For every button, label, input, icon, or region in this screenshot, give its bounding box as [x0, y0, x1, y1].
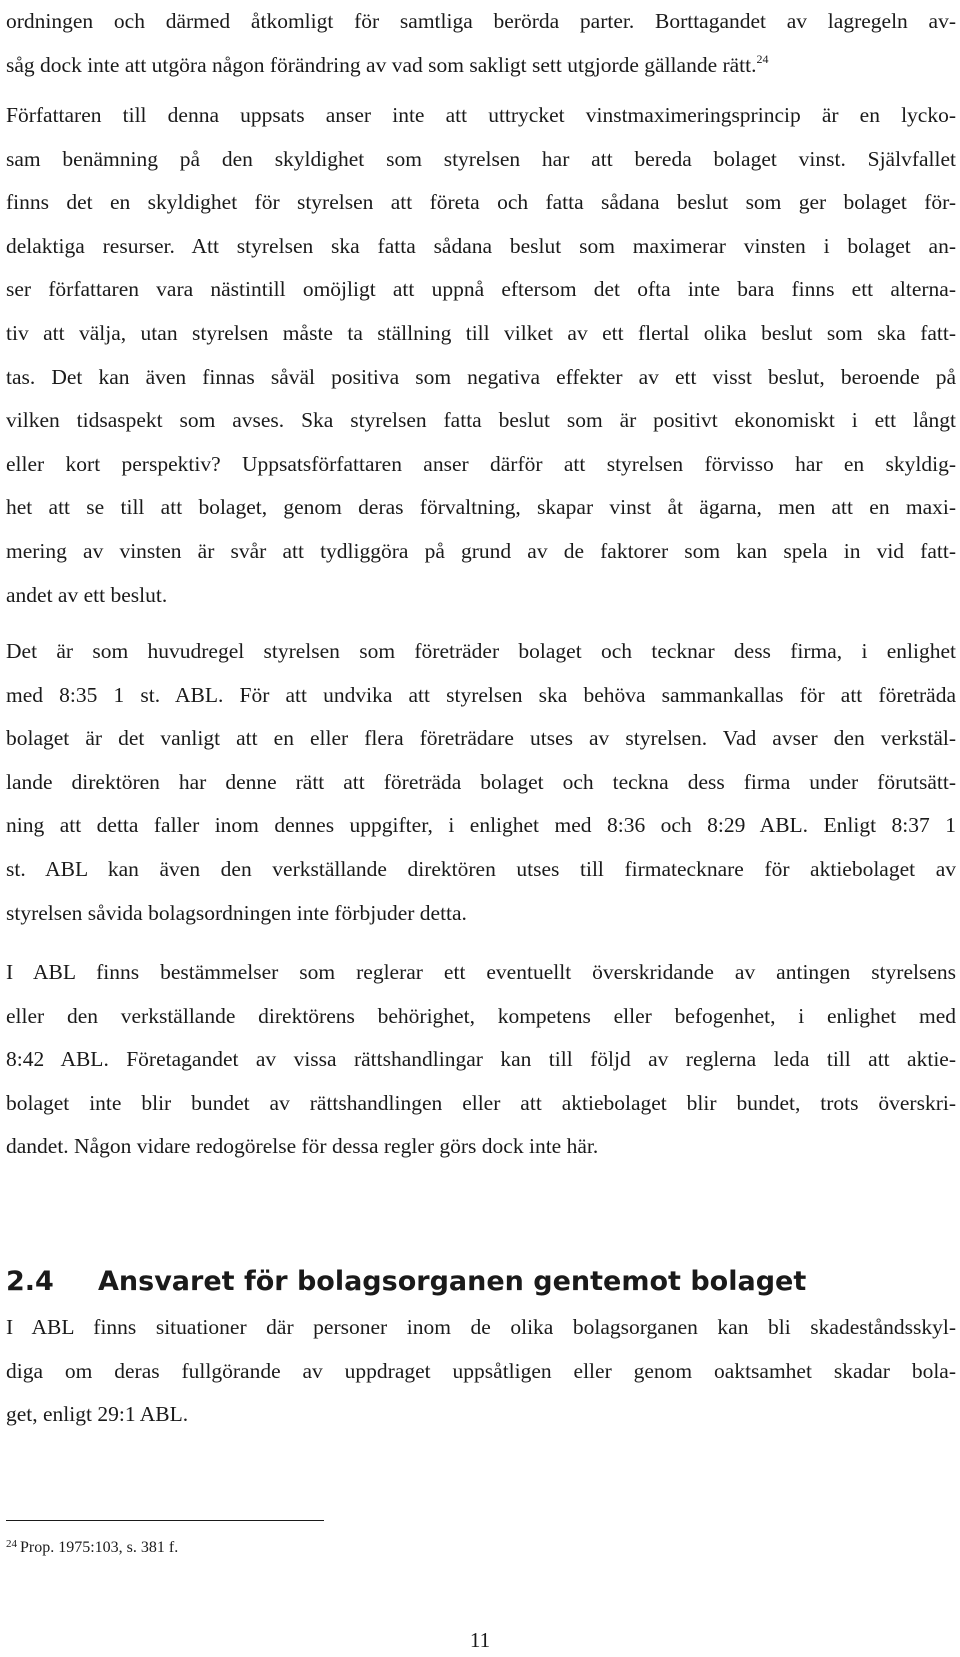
text-line: lande direktören har denne rätt att företräda bolaget och teckna dess firma under förutsätt- [6, 769, 956, 794]
text-line: Författaren till denna uppsats anser inte att uttrycket vinstmaximeringsprincip är en lycko- [6, 103, 956, 127]
text-line: delaktiga resurser. Att styrelsen ska fatta sådana beslut som maximerar vinsten i bolaget an- [6, 233, 956, 258]
text-line: ordningen och därmed åtkomligt för samtliga berörda parter. Borttagandet av lagregeln av- [6, 9, 956, 33]
text-line: finns det en skyldighet för styrelsen att företa och fatta sådana beslut som ger bolaget för- [6, 190, 956, 215]
text-line: med 8:35 1 st. ABL. För att undvika att styrelsen ska behöva sammankallas för att företräda [6, 682, 956, 707]
footnote-separator [6, 1520, 324, 1521]
footnote-reference[interactable]: 24 [756, 51, 769, 66]
footnote-number: 24 [6, 1538, 17, 1550]
text-line: bolaget inte blir bundet av rättshandlingen eller att aktiebolaget blir bundet, trots överskri- [6, 1090, 956, 1115]
page-number: 11 [469, 1628, 491, 1652]
text-line: ning att detta faller inom dennes uppgifter, i enlighet med 8:36 och 8:29 ABL. Enligt 8:37 1 [6, 813, 956, 838]
text-line: ser författaren vara nästintill omöjligt att uppnå eftersom det ofta inte bara finns ett alterna- [6, 277, 956, 302]
paragraph-liability [6, 1306, 956, 1437]
text-line: I ABL finns situationer där personer inom de olika bolagsorganen kan bli skadeståndsskyl- [6, 1315, 956, 1339]
text-line: get, enligt 29:1 ABL. [6, 1402, 189, 1427]
section-heading [6, 1262, 956, 1302]
section-title: Ansvaret för bolagsorganen gentemot bolaget [98, 1266, 807, 1297]
text-line: eller kort perspektiv? Uppsatsförfattaren anser därför att styrelsen förvisso har en skyldig- [6, 451, 956, 476]
text-line-content: såg dock inte att utgöra någon förändring av vad som sakligt sett utgjorde gällande rätt. [6, 52, 757, 77]
footnote [6, 1533, 178, 1559]
text-line: mering av vinsten är svår att tydliggöra på grund av de faktorer som kan spela in vid fatt- [6, 538, 956, 563]
text-line [6, 44, 956, 88]
paragraph-continuation [6, 0, 956, 87]
text-line: tiv att välja, utan styrelsen måste ta ställning till vilket av ett flertal olika beslut som ska fatt- [6, 320, 956, 345]
text-line: eller den verkställande direktörens behörighet, kompetens eller befogenhet, i enlighet med [6, 1003, 956, 1028]
text-line: vilken tidsaspekt som avses. Ska styrelsen fatta beslut som är positivt ekonomiskt i ett långt [6, 408, 956, 433]
text-line: 8:42 ABL. Företagandet av vissa rättshandlingar kan till följd av reglerna leda till att aktie- [6, 1047, 956, 1072]
text-line: I ABL finns bestämmelser som reglerar ett eventuellt överskridande av antingen styrelsens [6, 960, 956, 984]
text-line: styrelsen såvida bolagsordningen inte förbjuder detta. [6, 900, 467, 925]
text-line: Det är som huvudregel styrelsen som företräder bolaget och tecknar dess firma, i enlighet [6, 639, 956, 663]
text-line: diga om deras fullgörande av uppdraget uppsåtligen eller genom oaktsamhet skadar bola- [6, 1358, 956, 1383]
text-line: andet av ett beslut. [6, 582, 168, 607]
text-line: bolaget är det vanligt att en eller flera företrädare utses av styrelsen. Vad avser den verkstäl- [6, 726, 956, 751]
text-line: st. ABL kan även den verkställande direktören utses till firmatecknare för aktiebolaget av [6, 856, 956, 881]
paragraph-profit-maximization [6, 94, 956, 617]
text-line: het att se till att bolaget, genom deras förvaltning, skapar vinst åt ägarna, men att en maxi- [6, 495, 956, 520]
text-line: dandet. Någon vidare redogörelse för dessa regler görs dock inte här. [6, 1134, 599, 1159]
paragraph-authority [6, 951, 956, 1169]
section-number: 2.4 [6, 1266, 54, 1297]
footnote-text: Prop. 1975:103, s. 381 f. [20, 1539, 179, 1556]
text-line: tas. Det kan även finnas såväl positiva som negativa effekter av ett visst beslut, beroende på [6, 364, 956, 389]
paragraph-representation [6, 630, 956, 935]
text-line: sam benämning på den skyldighet som styrelsen har att bereda bolaget vinst. Självfallet [6, 146, 956, 171]
